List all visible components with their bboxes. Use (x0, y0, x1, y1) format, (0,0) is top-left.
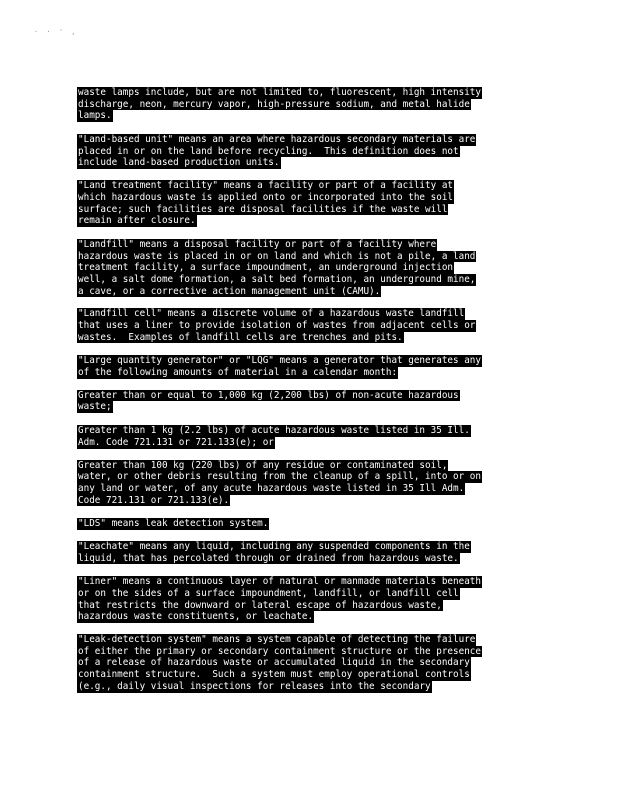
text-line: that restricts the downward or lateral escape of hazardous waste, (78, 599, 442, 611)
text-line: Greater than 1 kg (2.2 lbs) of acute hazardous waste listed in 35 Ill. (78, 425, 470, 437)
text-line: waste lamps include, but are not limited to, fluorescent, high intensity (78, 87, 481, 98)
text-line: placed in or on the land before recycling. This definition does not (78, 145, 459, 157)
text-line: "Land-based unit" means an area where hazardous secondary materials are (78, 134, 476, 146)
paragraph-lqg-2 (77, 425, 541, 448)
paragraph-leak-detection-system (77, 634, 541, 692)
text-line: waste; (78, 401, 112, 413)
text-line: remain after closure. (78, 215, 196, 227)
paragraph-landfill-cell (77, 308, 541, 343)
text-line: "LDS" means leak detection system. (78, 518, 269, 530)
text-line: Greater than 100 kg (220 lbs) of any residue or contaminated soil, (78, 459, 448, 471)
text-line: Greater than or equal to 1,000 kg (2,200 lbs) of non-acute hazardous (78, 389, 459, 401)
text-line: well, a salt dome formation, a salt bed formation, an underground mine, (78, 273, 476, 285)
text-line: "Large quantity generator" or "LQG" means a generator that generates any (78, 355, 481, 367)
text-line: (e.g., daily visual inspections for releases into the secondary (78, 680, 431, 692)
paragraph-land-treatment-facility (77, 180, 541, 227)
paragraph-lqg (77, 355, 541, 378)
text-line: Adm. Code 721.131 or 721.133(e); or (78, 436, 274, 448)
paragraph-landfill (77, 239, 541, 297)
text-line: "Landfill cell" means a discrete volume of a hazardous waste landfill (78, 308, 465, 320)
text-line: "Landfill" means a disposal facility or part of a facility where (78, 238, 437, 250)
text-line: or on the sides of a surface impoundment, landfill, or landfill cell (78, 588, 459, 599)
paragraph-lamps-cont (77, 87, 541, 122)
text-line: Code 721.131 or 721.133(e). (78, 494, 230, 506)
text-line: of either the primary or secondary containment structure or the presence (78, 645, 481, 657)
text-line: "Leachate" means any liquid, including any suspended components in the (78, 540, 470, 552)
text-line: "Land treatment facility" means a facility or part of a facility at (78, 180, 454, 192)
text-line: "Liner" means a continuous layer of natural or manmade materials beneath (78, 576, 481, 588)
text-line: a cave, or a corrective action management unit (CAMU). (78, 285, 381, 297)
text-line: lamps. (78, 110, 112, 122)
text-line: that uses a liner to provide isolation of wastes from adjacent cells or (78, 320, 476, 331)
text-line: include land-based production units. (78, 157, 280, 169)
text-line: discharge, neon, mercury vapor, high-pressure sodium, and metal halide (78, 98, 470, 110)
paragraph-land-based-unit (77, 134, 541, 169)
text-line: wastes. Examples of landfill cells are trenches and pits. (78, 331, 403, 343)
text-line: treatment facility, a surface impoundment, an underground injection (78, 262, 454, 274)
paragraph-lqg-1 (77, 390, 541, 413)
text-line: liquid, that has percolated through or drained from hazardous waste. (78, 552, 459, 564)
text-line: "Leak-detection system" means a system capable of detecting the failure (78, 634, 476, 646)
paragraph-leachate (77, 541, 541, 564)
text-line: hazardous waste constituents, or leachate. (78, 611, 314, 623)
paragraph-lds (77, 518, 541, 530)
paragraph-lqg-3 (77, 460, 541, 507)
page-mark: · · ' , (34, 28, 78, 36)
text-line: of a release of hazardous waste or accumulated liquid in the secondary (78, 657, 470, 669)
paragraph-liner (77, 576, 541, 623)
text-line: water, or other debris resulting from the cleanup of a spill, into or on (78, 471, 481, 483)
text-line: any land or water, of any acute hazardous waste listed in 35 Ill Adm. (78, 482, 465, 494)
text-line: which hazardous waste is applied onto or incorporated into the soil (78, 191, 454, 203)
text-line: of the following amounts of material in a calendar month: (78, 367, 398, 379)
text-line: containment structure. Such a system must employ operational controls (78, 669, 470, 681)
text-line: hazardous waste is placed in or on land and which is not a pile, a land (78, 250, 476, 262)
document-body (77, 87, 541, 693)
text-line: surface; such facilities are disposal facilities if the waste will (78, 203, 448, 215)
